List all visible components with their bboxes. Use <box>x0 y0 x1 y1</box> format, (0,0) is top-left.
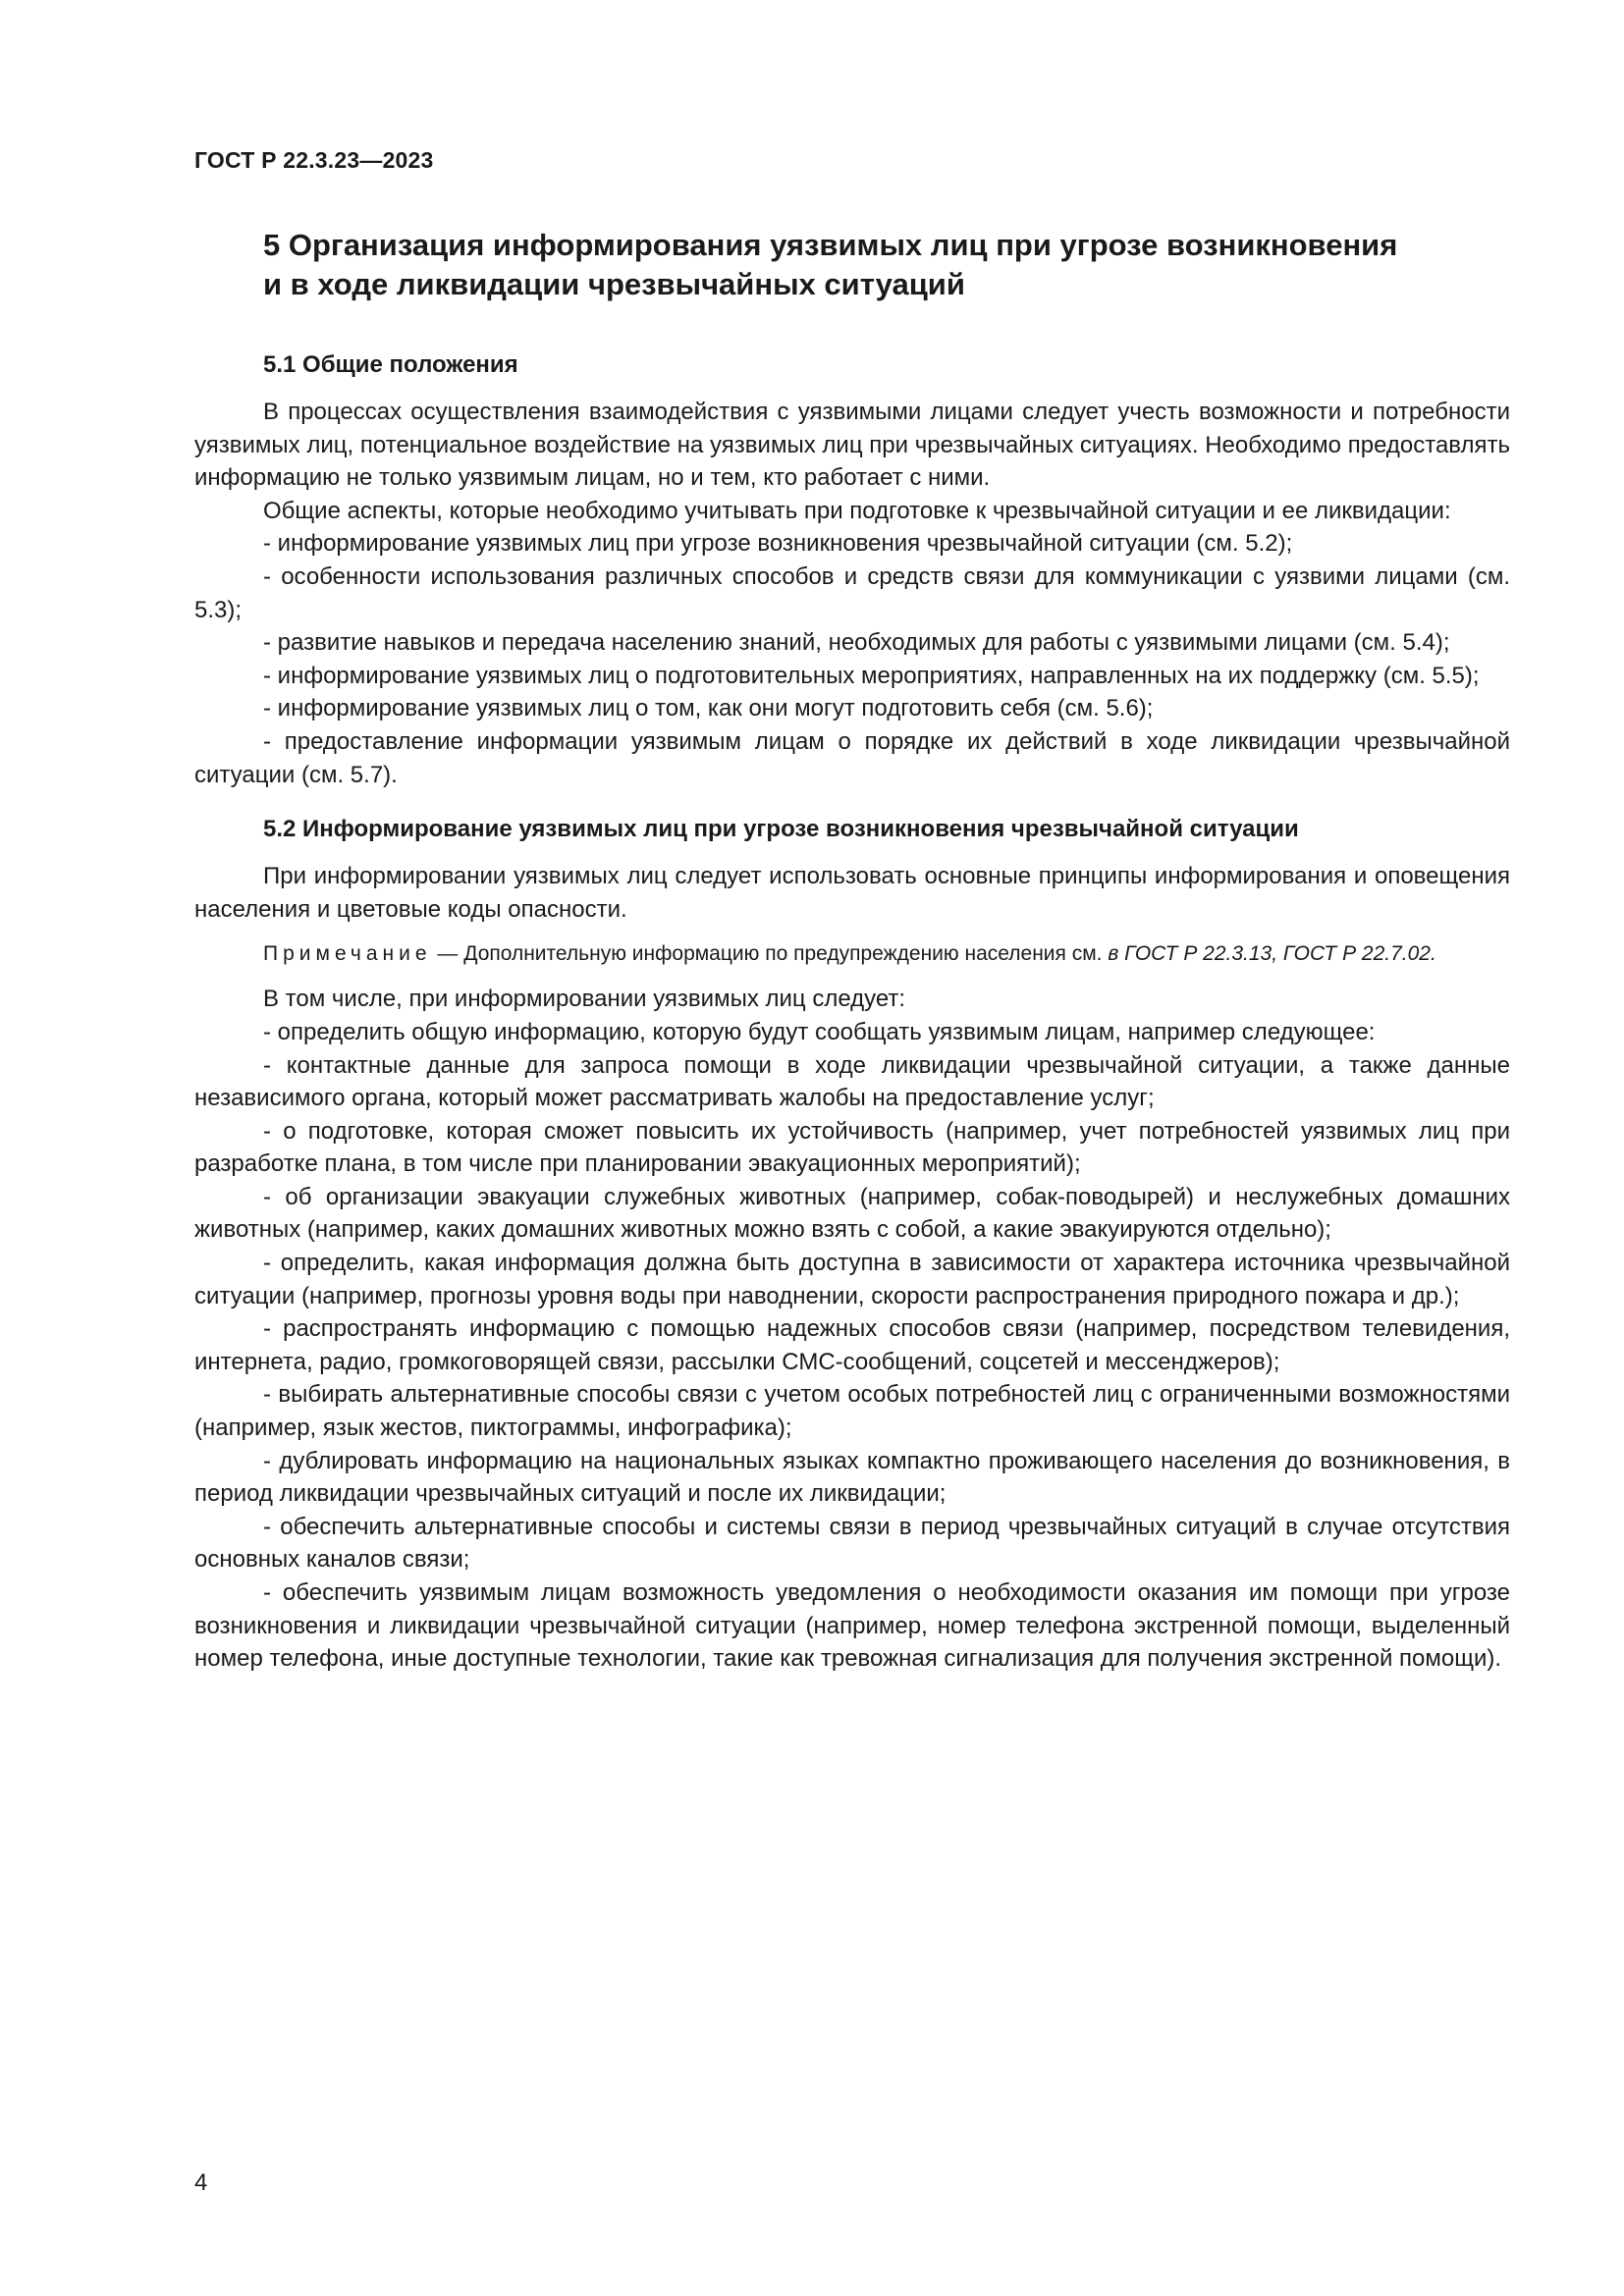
document-body <box>194 348 1510 1676</box>
section-5-title-line-1: 5 Организация информирования уязвимых лиц при угрозе возникновения <box>263 228 1398 262</box>
subsection-5-1-title: 5.1 Общие положения <box>263 351 518 378</box>
note-label: Примечание <box>263 942 432 966</box>
list-item: - об организации эвакуации служебных животных (например, собак-поводырей) и неслужебных домашних животных (например, каких домашних животных можно взять с собой, а какие эвакуируются отдельно); <box>194 1183 1510 1244</box>
list-item: - определить общую информацию, которую будут сообщать уязвимым лицам, например следующее: <box>263 1018 1376 1045</box>
document-code: ГОСТ Р 22.3.23—2023 <box>194 147 434 173</box>
note-text: — Дополнительную информацию по предупреждению населения см. <box>431 942 1109 966</box>
list-item: - информирование уязвимых лиц о том, как они могут подготовить себя (см. 5.6); <box>263 695 1154 722</box>
page-number: 4 <box>194 2169 208 2196</box>
note-reference: в ГОСТ Р 22.3.13, ГОСТ Р 22.7.02. <box>1108 942 1436 966</box>
paragraph: В том числе, при информировании уязвимых лиц следует: <box>263 986 906 1013</box>
paragraph: При информировании уязвимых лиц следует использовать основные принципы информирования и оповещения населения и цветовые коды опасности. <box>194 863 1510 923</box>
note <box>194 939 1510 969</box>
paragraph: Общие аспекты, которые необходимо учитывать при подготовке к чрезвычайной ситуации и ее ликвидации: <box>263 497 1451 524</box>
list-item: - особенности использования различных способов и средств связи для коммуникации с уязвими лицами (см. 5.3); <box>194 562 1510 623</box>
section-5-title <box>263 226 1520 304</box>
list-item: - определить, какая информация должна быть доступна в зависимости от характера источника чрезвычайной ситуации (например, прогнозы уровня воды при наводнении, скорости распространения природного пожара и др.); <box>194 1250 1510 1309</box>
section-5-title-line-2: и в ходе ликвидации чрезвычайных ситуаций <box>263 267 965 301</box>
list-item: - обеспечить уязвимым лицам возможность уведомления о необходимости оказания им помощи при угрозе возникновения и ликвидации чрезвычайной ситуации (например, номер телефона экстренной помощи, выделенный номер телефона, иные доступные технологии, такие как тревожная сигнализация для получения экстренной помощи). <box>194 1579 1510 1673</box>
list-item: - информирование уязвимых лиц о подготовительных мероприятиях, направленных на их поддержку (см. 5.5); <box>263 662 1480 689</box>
list-item: - обеспечить альтернативные способы и системы связи в период чрезвычайных ситуаций в случае отсутствия основных каналов связи; <box>194 1513 1510 1574</box>
list-item: - контактные данные для запроса помощи в ходе ликвидации чрезвычайной ситуации, а также данные независимого органа, который может рассматривать жалобы на предоставление услуг; <box>194 1051 1510 1112</box>
list-item: - информирование уязвимых лиц при угрозе возникновения чрезвычайной ситуации (см. 5.2); <box>263 530 1293 558</box>
list-item: - о подготовке, которая сможет повысить их устойчивость (например, учет потребностей уязвимых лиц при разработке плана, в том числе при планировании эвакуационных мероприятий); <box>194 1117 1510 1178</box>
list-item: - выбирать альтернативные способы связи с учетом особых потребностей лиц с ограниченными возможностями (например, язык жестов, пиктограммы, инфографика); <box>194 1381 1510 1442</box>
list-item: - предоставление информации уязвимым лицам о порядке их действий в ходе ликвидации чрезвычайной ситуации (см. 5.7). <box>194 727 1510 788</box>
paragraph: В процессах осуществления взаимодействия с уязвимыми лицами следует учесть возможности и потребности уязвимых лиц, потенциальное воздействие на уязвимых лиц при чрезвычайных ситуациях. Необходимо предоставлять информацию не только уязвимым лицам, но и тем, кто работает с ними. <box>194 399 1510 492</box>
subsection-5-2-title: 5.2 Информирование уязвимых лиц при угрозе возникновения чрезвычайной ситуации <box>263 816 1299 843</box>
list-item: - распространять информацию с помощью надежных способов связи (например, посредством телевидения, интернета, радио, громкоговорящей связи, рассылки СМС-сообщений, соцсетей и мессенджеров); <box>194 1315 1510 1375</box>
list-item: - дублировать информацию на национальных языках компактно проживающего населения до возникновения, в период ликвидации чрезвычайных ситуаций и после их ликвидации; <box>194 1447 1510 1508</box>
list-item: - развитие навыков и передача населению знаний, необходимых для работы с уязвимыми лицами (см. 5.4); <box>263 629 1450 657</box>
